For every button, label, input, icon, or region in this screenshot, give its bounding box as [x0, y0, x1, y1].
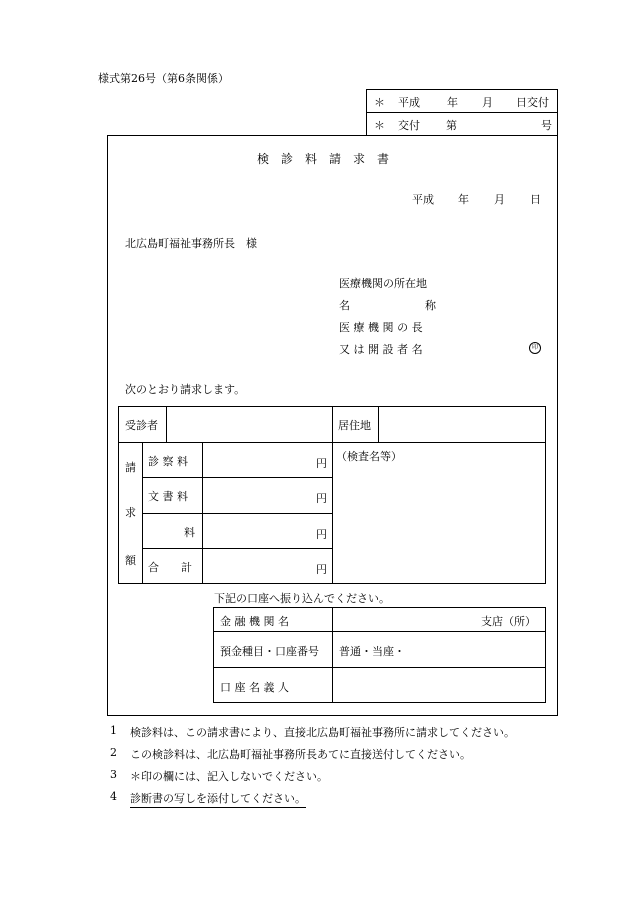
- residence-label: 居住地: [338, 419, 371, 432]
- document-fee-label: 文 書 料: [148, 490, 188, 503]
- other-fee-label: 料: [184, 526, 195, 539]
- note-4-text: 診断書の写しを添付してください。: [130, 790, 306, 808]
- note-1-number: 1: [110, 724, 117, 737]
- intro-text: 次のとおり請求します。: [125, 383, 246, 396]
- official-no-suffix: 号: [541, 119, 552, 132]
- official-month: 月: [482, 96, 493, 109]
- note-2-text: この検診料は、北広島町福祉事務所長あてに直接送付してください。: [130, 748, 471, 761]
- total-label: 合 計: [148, 561, 192, 574]
- official-no-prefix: 第: [446, 119, 457, 132]
- form-number: 様式第26号（第6条関係）: [98, 72, 229, 85]
- claim-table-v1: [166, 406, 167, 442]
- claim-row-line-2: [142, 513, 332, 514]
- date-year: 年: [458, 193, 469, 206]
- official-box-divider: [366, 112, 558, 113]
- bank-table-v1: [332, 607, 333, 703]
- claim-label-2: 求: [125, 506, 136, 519]
- other-fee-unit: 円: [316, 528, 327, 541]
- account-type-label: 預金種目・口座番号: [220, 645, 319, 658]
- transfer-note: 下記の口座へ振り込んでください。: [214, 592, 390, 605]
- claim-table-v3: [378, 406, 379, 442]
- note-3-number: 3: [110, 768, 117, 781]
- location-label: 医療機関の所在地: [339, 277, 427, 290]
- exam-fee-label: 診 察 料: [148, 455, 188, 468]
- note-1-text: 検診料は、この請求書により、直接北広島町福祉事務所に請求してください。: [130, 726, 515, 739]
- head-label-1: 医療機関の長: [339, 321, 427, 334]
- branch-label: 支店（所）: [481, 615, 536, 628]
- document-fee-unit: 円: [316, 492, 327, 505]
- official-issue-label: 交付: [398, 119, 420, 132]
- claim-table-v2: [332, 406, 333, 584]
- note-4-number: 4: [110, 790, 117, 803]
- official-mark-2: ＊: [374, 119, 385, 132]
- claim-row-line-3: [142, 548, 332, 549]
- account-type-value: 普通・当座・: [339, 645, 405, 658]
- claim-row-line-1: [142, 477, 332, 478]
- bank-row-line-1: [213, 631, 546, 632]
- name-label-2: 称: [425, 299, 436, 312]
- patient-label: 受診者: [125, 419, 158, 432]
- claim-label-3: 額: [125, 554, 136, 567]
- addressee: 北広島町福祉事務所長 様: [125, 237, 257, 250]
- official-mark-1: ＊: [374, 96, 385, 109]
- remarks-label: （検査名等）: [336, 450, 402, 463]
- exam-fee-unit: 円: [316, 457, 327, 470]
- date-month: 月: [494, 193, 505, 206]
- note-2-number: 2: [110, 746, 117, 759]
- official-year: 年: [447, 96, 458, 109]
- seal-icon: 印: [529, 342, 541, 354]
- date-era: 平成: [412, 193, 434, 206]
- form-title: 検 診 料 請 求 書: [257, 152, 390, 166]
- bank-row-line-2: [213, 667, 546, 668]
- date-day: 日: [530, 193, 541, 206]
- official-day: 日交付: [516, 96, 549, 109]
- official-era: 平成: [398, 96, 420, 109]
- head-label-2: 又は開設者名: [339, 343, 427, 356]
- bank-name-label: 金 融 機 関 名: [220, 615, 289, 628]
- note-3-text: ＊印の欄には、記入しないでください。: [130, 770, 328, 783]
- total-unit: 円: [316, 563, 327, 576]
- account-holder-label: 口 座 名 義 人: [220, 681, 289, 694]
- name-label-1: 名: [339, 299, 350, 312]
- claim-label-1: 請: [125, 461, 136, 474]
